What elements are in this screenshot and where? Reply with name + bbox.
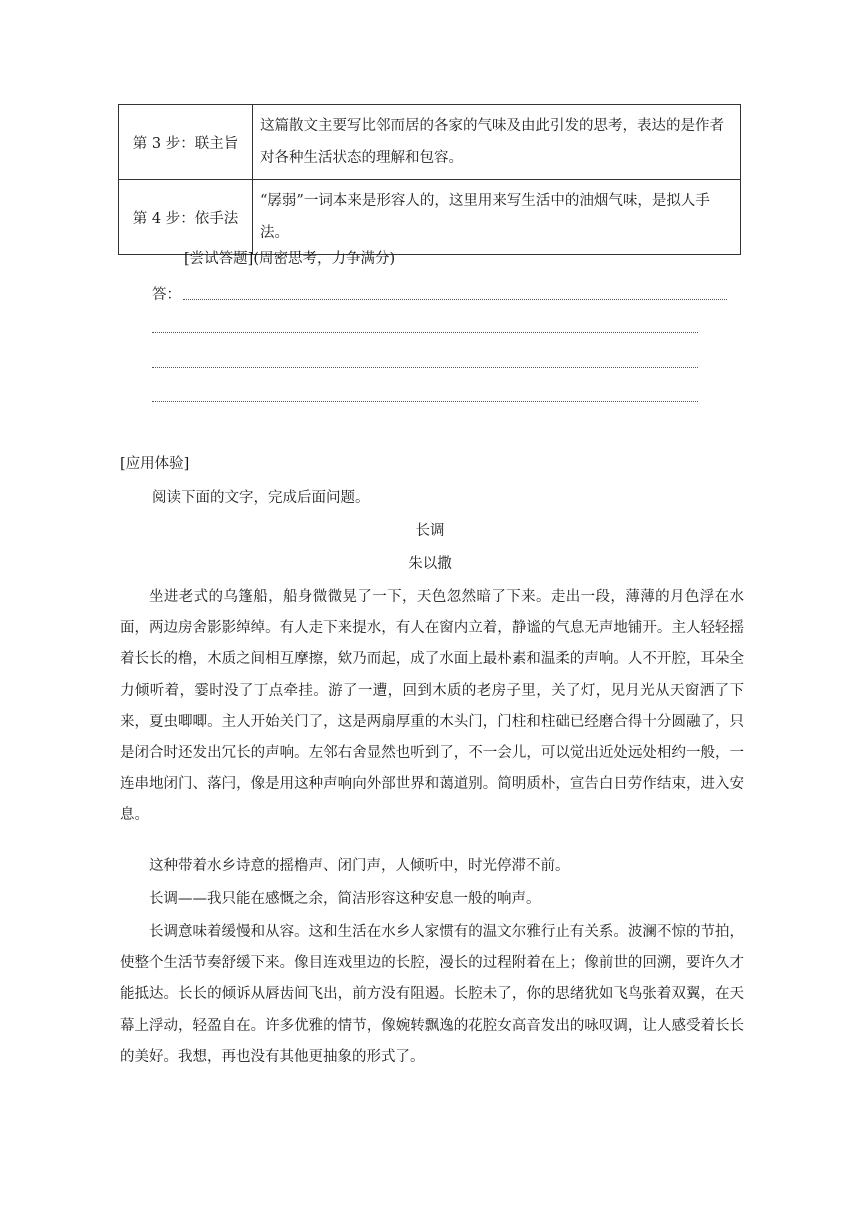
table-row <box>119 105 741 180</box>
attempt-heading: [尝试答题](周密思考，力争满分) <box>184 251 396 267</box>
step-content: “孱弱”一词本来是形容人的，这里用来写生活中的油烟气味，是拟人手法。 <box>253 180 741 255</box>
article-author: 朱以撒 <box>408 556 452 572</box>
answer-line[interactable] <box>152 331 698 333</box>
article-title: 长调 <box>415 523 445 539</box>
article-paragraph: 长调——我只能在感慨之余，简洁形容这种安息一般的响声。 <box>149 891 541 907</box>
article-paragraph: 坐进老式的乌篷船，船身微微晃了一下，天色忽然暗了下来。走出一段，薄薄的月色浮在水面，两边房舍影影绰绰。有人走下来提水，有人在窗内立着，静谧的气息无声地铺开。主人轻轻摇着长长的橹，木质之间相互摩擦，欸乃而起，成了水面上最朴素和温柔的声响。人不开腔，耳朵全力倾听着，霎时没了丁点牵挂。游了一遭，回到木质的老房子里，关了灯，见月光从天窗洒了下来，夏虫唧唧。主人开始关门了，这是两扇厚重的木头门，门柱和柱础已经磨合得十分圆融了，只是闭合时还发出冗长的声响。左邻右舍显然也听到了，不一会儿，可以觉出近处远处相约一般，一连串地闭门、落闩，像是用这种声响向外部世界和蔼道别。简明质朴，宣告白日劳作结束，进入安息。 <box>120 589 744 824</box>
step-label: 第 4 步：依手法 <box>119 180 253 255</box>
step-content: 这篇散文主要写比邻而居的各家的气味及由此引发的思考，表达的是作者对各种生活状态的理解和包容。 <box>253 105 741 180</box>
steps-table <box>118 104 741 255</box>
section-title: [应用体验] <box>120 456 190 472</box>
answer-line[interactable] <box>152 400 698 402</box>
step-label: 第 3 步：联主旨 <box>119 105 253 180</box>
answer-area[interactable] <box>152 283 727 304</box>
answer-line[interactable] <box>152 366 698 368</box>
answer-line[interactable] <box>183 298 727 300</box>
instruction-text: 阅读下面的文字，完成后面问题。 <box>152 490 370 506</box>
article-paragraph: 这种带着水乡诗意的摇橹声、闭门声，人倾听中，时光停滞不前。 <box>149 858 570 874</box>
table-row <box>119 180 741 255</box>
answer-label: 答： <box>152 287 181 303</box>
article-paragraph: 长调意味着缓慢和从容。这和生活在水乡人家惯有的温文尔雅行止有关系。波澜不惊的节拍，使整个生活节奏舒缓下来。像目连戏里边的长腔，漫长的过程附着在上；像前世的回溯，要许久才能抵达。长长的倾诉从唇齿间飞出，前方没有阻遏。长腔未了，你的思绪犹如飞鸟张着双翼，在天幕上浮动，轻盈自在。许多优雅的情节，像婉转飘逸的花腔女高音发出的咏叹调，让人感受着长长的美好。我想，再也没有其他更抽象的形式了。 <box>120 924 744 1065</box>
